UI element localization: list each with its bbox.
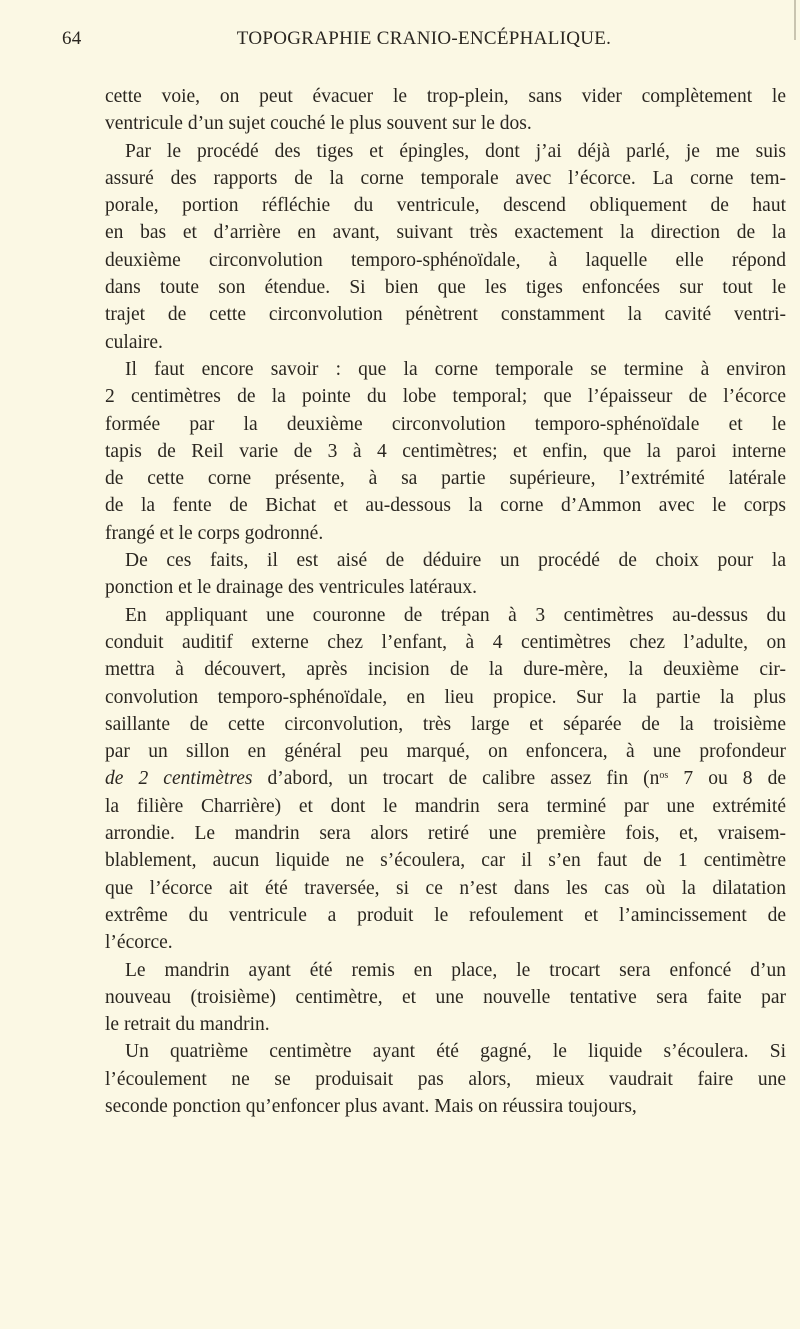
text-line: mettra à découvert, après incision de la dure-mère, la deuxième cir- (105, 659, 786, 681)
text-line: que l’écorce ait été traversée, si ce n’est dans les cas où la dilatation (105, 877, 786, 899)
text-line: tapis de Reil varie de 3 à 4 centimètres; et enfin, que la paroi interne (105, 440, 786, 462)
text-line: l’écoulement ne se produisait pas alors, mieux vaudrait faire une (105, 1068, 786, 1090)
paragraph (105, 138, 786, 356)
text-line: ponction et le drainage des ventricules latéraux. (105, 577, 477, 599)
text-line: En appliquant une couronne de trépan à 3 centimètres au-dessus du (125, 604, 786, 626)
text-line: assuré des rapports de la corne temporale avec l’écorce. La corne tem- (105, 167, 786, 189)
text-line: Un quatrième centimètre ayant été gagné, le liquide s’écoulera. Si (125, 1041, 786, 1063)
text-line: Il faut encore savoir : que la corne temporale se termine à environ (125, 358, 786, 380)
paragraph (105, 1038, 786, 1120)
text-segment: os (659, 770, 669, 782)
running-title: TOPOGRAPHIE CRANIO-ENCÉPHALIQUE. (236, 28, 612, 49)
text-line: conduit auditif externe chez l’enfant, à 4 centimètres chez l’adulte, on (105, 631, 786, 653)
text-line: Par le procédé des tiges et épingles, dont j’ai déjà parlé, je me suis (125, 140, 786, 162)
text-line: culaire. (105, 331, 163, 353)
text-line: saillante de cette circonvolution, très large et séparée de la troisième (105, 713, 786, 735)
text-line: de la fente de Bichat et au-dessous la corne d’Ammon avec le corps (105, 495, 786, 517)
page-edge (794, 0, 796, 40)
text-line: l’écorce. (105, 932, 173, 954)
text-line: cette voie, on peut évacuer le trop-plein, sans vider complètement le (105, 86, 786, 107)
text-line: seconde ponction qu’enfoncer plus avant. Mais on réussira toujours, (105, 1095, 637, 1117)
paragraph (105, 547, 786, 602)
text-line: blablement, aucun liquide ne s’écoulera, car il s’en faut de 1 centimètre (105, 850, 786, 872)
text-line: convolution temporo-sphénoïdale, en lieu propice. Sur la partie la plus (105, 686, 786, 708)
text-line: deuxième circonvolution temporo-sphénoïdale, à laquelle elle répond (105, 249, 786, 271)
paragraph (105, 957, 786, 1039)
page-body (105, 83, 786, 1120)
text-segment: d’abord, un trocart de calibre assez fin (n (252, 768, 660, 790)
text-line: dans toute son étendue. Si bien que les tiges enfoncées sur tout le (105, 277, 786, 299)
text-line: formée par la deuxième circonvolution temporo-sphénoïdale et le (105, 413, 786, 435)
text-segment: de 2 centimètres (105, 768, 253, 790)
text-line: extrême du ventricule a produit le refoulement et l’amincissement de (105, 904, 786, 926)
text-line (105, 765, 786, 792)
text-line: de cette corne présente, à sa partie supérieure, l’extrémité latérale (105, 468, 786, 490)
running-header (62, 28, 786, 56)
text-line: arrondie. Le mandrin sera alors retiré une première fois, et, vraisem- (105, 823, 786, 845)
text-line: porale, portion réfléchie du ventricule, descend obliquement de haut (105, 195, 786, 217)
text-line: De ces faits, il est aisé de déduire un procédé de choix pour la (125, 550, 786, 572)
text-line: la filière Charrière) et dont le mandrin sera terminé par une extrémité (105, 795, 786, 817)
paragraph (105, 83, 786, 138)
text-line: trajet de cette circonvolution pénètrent constamment la cavité ventri- (105, 304, 786, 326)
paragraph (105, 602, 786, 957)
text-line: Le mandrin ayant été remis en place, le trocart sera enfoncé d’un (125, 959, 786, 981)
text-line: en bas et d’arrière en avant, suivant très exactement la direction de la (105, 222, 786, 244)
text-line: ventricule d’un sujet couché le plus souvent sur le dos. (105, 113, 532, 135)
text-segment: 7 ou 8 de (668, 768, 786, 790)
text-line: le retrait du mandrin. (105, 1014, 270, 1036)
text-line: frangé et le corps godronné. (105, 522, 324, 544)
text-line: 2 centimètres de la pointe du lobe temporal; que l’épaisseur de l’écorce (105, 386, 786, 408)
text-line: nouveau (troisième) centimètre, et une nouvelle tentative sera faite par (105, 986, 786, 1008)
paragraph (105, 356, 786, 547)
text-line: par un sillon en général peu marqué, on enfoncera, à une profondeur (105, 741, 786, 763)
page-number: 64 (62, 28, 82, 49)
